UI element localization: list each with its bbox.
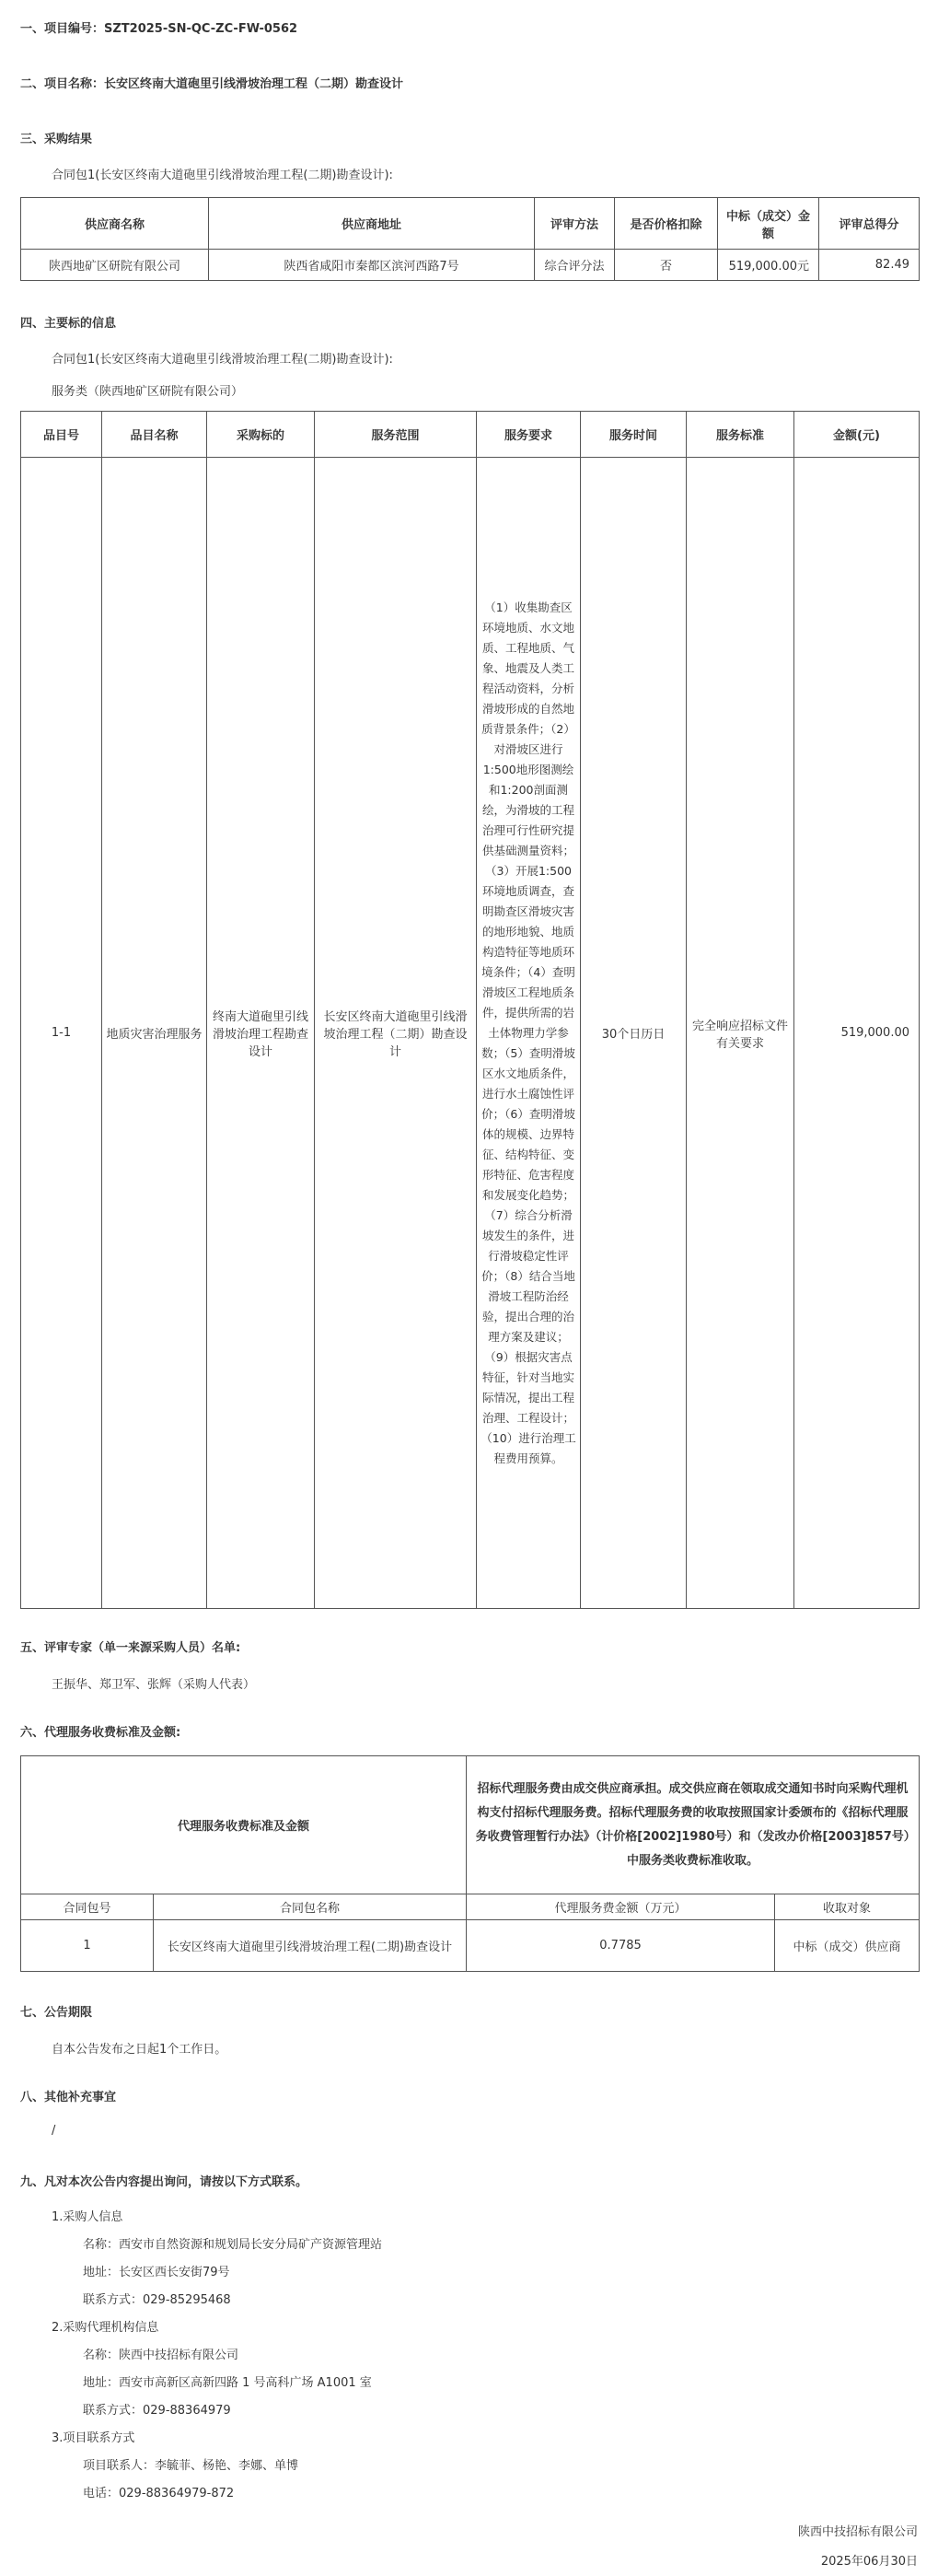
bid-amount: 519,000.00元: [718, 250, 819, 281]
agency-contact: 联系方式：029-88364979: [83, 2404, 231, 2418]
amount: 519,000.00: [794, 458, 920, 1609]
subject-table: [20, 411, 920, 1609]
section-agency-fee: 六、代理服务收费标准及金额:: [20, 1726, 181, 1740]
col-review-method: 评审方法: [535, 198, 615, 250]
buyer-heading: 1.采购人信息: [52, 2210, 123, 2224]
project-people: 项目联系人：李毓菲、杨艳、李娜、单博: [83, 2459, 299, 2473]
supplier-name: 陕西地矿区研院有限公司: [21, 250, 209, 281]
service-time: 30个日历日: [581, 458, 687, 1609]
col-supplier-address: 供应商地址: [209, 198, 535, 250]
col-requirements: 服务要求: [477, 412, 581, 458]
col-payer: 收取对象: [775, 1894, 920, 1920]
payer: 中标（成交）供应商: [775, 1920, 920, 1972]
table-row: [21, 1920, 920, 1972]
section-other: 八、其他补充事宜: [20, 2091, 117, 2104]
col-amount: 金额(元): [794, 412, 920, 458]
agency-fee-description: 招标代理服务费由成交供应商承担。成交供应商在领取成交通知书时向采购代理机构支付招标代理服务费。招标代理服务费的收取按照国家计委颁布的《招标代理服务收费管理暂行办法》（计价格[2002]1980号）和（发改办价格[2003]857号）中服务类收费标准收取。: [467, 1756, 920, 1894]
col-package-no: 合同包号: [21, 1894, 154, 1920]
package-no: 1: [21, 1920, 154, 1972]
section-period: 七、公告期限: [20, 2006, 93, 2020]
section-experts: 五、评审专家（单一来源采购人员）名单:: [20, 1641, 241, 1655]
other-text: /: [52, 2124, 56, 2138]
section-procurement-result: 三、采购结果: [20, 133, 93, 146]
agency-fee-label: 代理服务收费标准及金额: [21, 1756, 467, 1894]
col-item-no: 品目号: [21, 412, 102, 458]
footer-company: 陕西中技招标有限公司: [797, 2525, 918, 2539]
package-name: 长安区终南大道砲里引线滑坡治理工程(二期)勘查设计: [154, 1920, 467, 1972]
buyer-name: 名称：西安市自然资源和规划局长安分局矿产资源管理站: [83, 2238, 383, 2252]
agency-fee-table: [20, 1755, 920, 1972]
package-line: 合同包1(长安区终南大道砲里引线滑坡治理工程(二期)勘查设计):: [52, 169, 393, 182]
expert-names: 王振华、郑卫军、张辉（采购人代表）: [52, 1678, 256, 1692]
col-price-deduction: 是否价格扣除: [615, 198, 718, 250]
item-name: 地质灾害治理服务: [102, 458, 207, 1609]
table-row: [21, 458, 920, 1609]
item-no: 1-1: [21, 458, 102, 1609]
footer-date: 2025年06月30日: [820, 2555, 918, 2569]
target: 终南大道砲里引线滑坡治理工程勘查设计: [207, 458, 315, 1609]
buyer-contact: 联系方式：029-85295468: [83, 2293, 231, 2307]
col-target: 采购标的: [207, 412, 315, 458]
col-bid-amount: 中标（成交）金额: [718, 198, 819, 250]
project-number: 一、项目编号：SZT2025-SN-QC-ZC-FW-0562: [20, 22, 298, 36]
agency-name: 名称：陕西中技招标有限公司: [83, 2349, 239, 2362]
supplier-address: 陕西省咸阳市秦都区滨河西路7号: [209, 250, 535, 281]
col-fee-amount: 代理服务费金额（万元）: [467, 1894, 775, 1920]
review-method: 综合评分法: [535, 250, 615, 281]
buyer-address: 地址：长安区西长安街79号: [83, 2266, 230, 2279]
agency-heading: 2.采购代理机构信息: [52, 2321, 159, 2335]
section-main-subject: 四、主要标的信息: [20, 317, 117, 331]
section-contact: 九、凡对本次公告内容提出询问，请按以下方式联系。: [20, 2175, 308, 2189]
price-deduction: 否: [615, 250, 718, 281]
period-text: 自本公告发布之日起1个工作日。: [52, 2043, 227, 2057]
category-line: 服务类（陕西地矿区研院有限公司）: [52, 385, 244, 399]
project-name: 二、项目名称：长安区终南大道砲里引线滑坡治理工程（二期）勘查设计: [20, 77, 404, 91]
requirements: （1）收集勘查区环境地质、水文地质、工程地质、气象、地震及人类工程活动资料，分析滑坡形成的自然地质背景条件；（2）对滑坡区进行1:500地形图测绘和1:200剖面测绘，为滑坡的工程治理可行性研究提供基础测量资料；（3）开展1:500环境地质调查，查明勘查区滑坡灾害的地形地貌、地质构造特征等地质环境条件；（4）查明滑坡区工程地质条件，提供所需的岩土体物理力学参数；（5）查明滑坡区水文地质条件，进行水土腐蚀性评价；（6）查明滑坡体的规模、边界特征、结构特征、变形特征、危害程度和发展变化趋势；（7）综合分析滑坡发生的条件，进行滑坡稳定性评价；（8）结合当地滑坡工程防治经验，提出合理的治理方案及建议；（9）根据灾害点特征，针对当地实际情况，提出工程治理、工程设计；（10）进行治理工程费用预算。: [477, 458, 581, 1609]
fee-amount: 0.7785: [467, 1920, 775, 1972]
col-supplier-name: 供应商名称: [21, 198, 209, 250]
table-row: [21, 250, 920, 281]
scope: 长安区终南大道砲里引线滑坡治理工程（二期）勘查设计: [315, 458, 477, 1609]
total-score: 82.49: [819, 250, 920, 281]
project-phone: 电话：029-88364979-872: [83, 2487, 235, 2500]
project-heading: 3.项目联系方式: [52, 2431, 135, 2445]
col-item-name: 品目名称: [102, 412, 207, 458]
col-package-name: 合同包名称: [154, 1894, 467, 1920]
service-standard: 完全响应招标文件有关要求: [687, 458, 794, 1609]
col-time: 服务时间: [581, 412, 687, 458]
package-line-2: 合同包1(长安区终南大道砲里引线滑坡治理工程(二期)勘查设计):: [52, 353, 393, 367]
col-total-score: 评审总得分: [819, 198, 920, 250]
result-table: [20, 197, 920, 281]
col-scope: 服务范围: [315, 412, 477, 458]
agency-address: 地址：西安市高新区高新四路 1 号高科广场 A1001 室: [83, 2376, 372, 2390]
col-standard: 服务标准: [687, 412, 794, 458]
